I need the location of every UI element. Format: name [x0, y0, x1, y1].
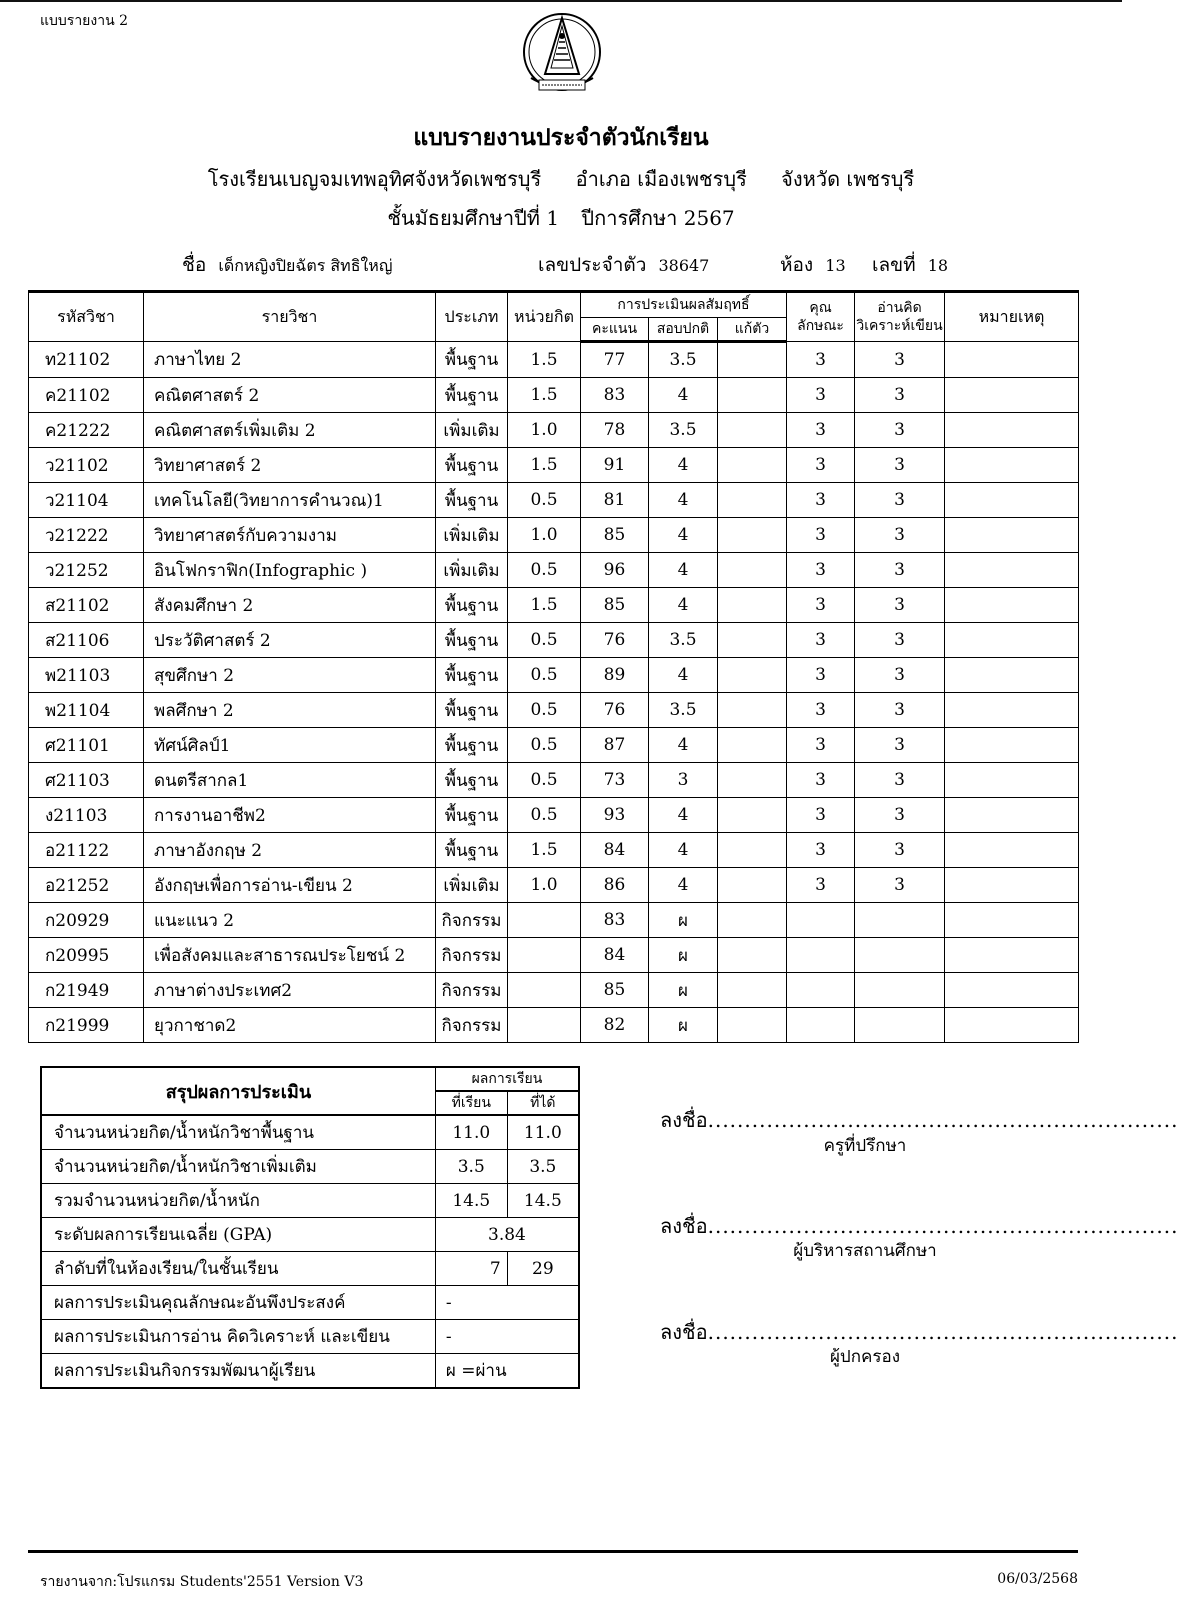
subject-remark: [945, 413, 1079, 448]
subject-score: 87: [581, 728, 649, 763]
subject-grade: 4: [649, 553, 718, 588]
header-reading-2: วิเคราะห์เขียน: [856, 318, 943, 334]
student-no-field: [872, 250, 948, 280]
characteristics-result-label: ผลการประเมินคุณลักษณะอันพึงประสงค์: [41, 1286, 435, 1320]
subject-grade: 4: [649, 378, 718, 413]
academic-year: ปีการศึกษา 2567: [581, 206, 735, 230]
subject-characteristics: 3: [787, 693, 855, 728]
subject-credit: 0.5: [508, 623, 581, 658]
subject-grade: 4: [649, 798, 718, 833]
school-name: โรงเรียนเบญจมเทพอุทิศจังหวัดเพชรบุรี: [207, 167, 542, 191]
subject-code: อ21252: [29, 868, 144, 903]
subject-grade: ผ: [649, 1008, 718, 1043]
subject-retake: [718, 623, 787, 658]
subject-type: กิจกรรม: [436, 903, 508, 938]
subject-characteristics: 3: [787, 798, 855, 833]
subject-remark: [945, 798, 1079, 833]
subject-credit: 1.5: [508, 448, 581, 483]
subject-type: พื้นฐาน: [436, 833, 508, 868]
subject-reading: 3: [855, 553, 945, 588]
subject-remark: [945, 378, 1079, 413]
header-type: ประเภท: [436, 292, 508, 342]
grades-body: [29, 342, 1079, 1043]
subject-credit: 0.5: [508, 658, 581, 693]
subject-name: วิทยาศาสตร์กับความงาม: [144, 518, 436, 553]
subject-credit: 1.0: [508, 413, 581, 448]
subject-reading: 3: [855, 518, 945, 553]
basic-credit-earned: 11.0: [507, 1115, 579, 1150]
subject-retake: [718, 1008, 787, 1043]
table-row: [29, 728, 1079, 763]
subject-name: ประวัติศาสตร์ 2: [144, 623, 436, 658]
subject-remark: [945, 483, 1079, 518]
table-row: [29, 973, 1079, 1008]
subject-reading: 3: [855, 378, 945, 413]
director-sign-label: ลงชื่อ: [660, 1214, 708, 1238]
school-district: อำเภอ เมืองเพชรบุรี: [575, 167, 747, 191]
subject-name: ภาษาต่างประเทศ2: [144, 973, 436, 1008]
rank-in-class: 29: [507, 1252, 579, 1286]
subject-score: 83: [581, 378, 649, 413]
seat-number: 18: [927, 256, 949, 275]
subject-retake: [718, 342, 787, 378]
subject-credit: 1.0: [508, 868, 581, 903]
subject-reading: 3: [855, 588, 945, 623]
subject-characteristics: 3: [787, 378, 855, 413]
subject-code: ค21222: [29, 413, 144, 448]
subject-score: 84: [581, 833, 649, 868]
subject-code: ค21102: [29, 378, 144, 413]
subject-code: ท21102: [29, 342, 144, 378]
subject-name: ดนตรีสากล1: [144, 763, 436, 798]
student-name: เด็กหญิงปิยฉัตร สิทธิใหญ่: [218, 256, 393, 275]
activity-result-value: ผ =ผ่าน: [435, 1354, 579, 1389]
subject-name: ภาษาไทย 2: [144, 342, 436, 378]
subject-characteristics: [787, 1008, 855, 1043]
subject-characteristics: 3: [787, 658, 855, 693]
subject-type: กิจกรรม: [436, 938, 508, 973]
subject-type: เพิ่มเติม: [436, 413, 508, 448]
subject-type: พื้นฐาน: [436, 798, 508, 833]
summary-table: [40, 1066, 580, 1389]
school-province: จังหวัด เพชรบุรี: [781, 167, 915, 191]
subject-score: 76: [581, 693, 649, 728]
director-role: ผู้บริหารสถานศึกษา: [793, 1241, 937, 1261]
subject-remark: [945, 763, 1079, 798]
subject-name: คณิตศาสตร์ 2: [144, 378, 436, 413]
header-normal-exam: สอบปกติ: [649, 318, 718, 342]
subject-name: ภาษาอังกฤษ 2: [144, 833, 436, 868]
header-retake: แก้ตัว: [718, 318, 787, 342]
subject-grade: 4: [649, 588, 718, 623]
subject-remark: [945, 342, 1079, 378]
subject-characteristics: 3: [787, 868, 855, 903]
subject-retake: [718, 693, 787, 728]
header-score: คะแนน: [581, 318, 649, 342]
student-id-field: [538, 250, 709, 280]
subject-remark: [945, 973, 1079, 1008]
header-characteristics-2: ลักษณะ: [797, 318, 844, 334]
subject-score: 76: [581, 623, 649, 658]
subject-type: พื้นฐาน: [436, 693, 508, 728]
subject-characteristics: 3: [787, 518, 855, 553]
director-signature-line: ลงชื่อ................................................................: [660, 1214, 1178, 1238]
basic-credit-label: จำนวนหน่วยกิต/น้ำหนักวิชาพื้นฐาน: [41, 1115, 435, 1150]
subject-score: 83: [581, 903, 649, 938]
subject-code: ศ21103: [29, 763, 144, 798]
characteristics-result-value: -: [435, 1286, 579, 1320]
subject-name: อินโฟกราฟิก(Infographic ): [144, 553, 436, 588]
subject-characteristics: 3: [787, 553, 855, 588]
subject-reading: 3: [855, 728, 945, 763]
advisor-signature-line: ลงชื่อ................................................................: [660, 1108, 1178, 1132]
student-name-label: ชื่อ: [182, 254, 207, 276]
subject-remark: [945, 518, 1079, 553]
subject-retake: [718, 763, 787, 798]
subject-credit: 0.5: [508, 693, 581, 728]
subject-name: สุขศึกษา 2: [144, 658, 436, 693]
total-credit-label: รวมจำนวนหน่วยกิต/น้ำหนัก: [41, 1184, 435, 1218]
subject-characteristics: 3: [787, 448, 855, 483]
footer-rule: [28, 1550, 1078, 1553]
subject-reading: 3: [855, 658, 945, 693]
subject-retake: [718, 973, 787, 1008]
subject-grade: 3: [649, 763, 718, 798]
student-name-field: [182, 250, 392, 280]
subject-grade: ผ: [649, 938, 718, 973]
subject-credit: [508, 1008, 581, 1043]
reading-result-value: -: [435, 1320, 579, 1354]
subject-reading: [855, 973, 945, 1008]
subject-reading: 3: [855, 623, 945, 658]
subject-characteristics: [787, 903, 855, 938]
subject-remark: [945, 553, 1079, 588]
subject-type: เพิ่มเติม: [436, 553, 508, 588]
subject-score: 81: [581, 483, 649, 518]
subject-score: 85: [581, 973, 649, 1008]
subject-reading: 3: [855, 413, 945, 448]
subject-grade: 4: [649, 448, 718, 483]
subject-score: 73: [581, 763, 649, 798]
table-row: [29, 833, 1079, 868]
subject-grade: 4: [649, 868, 718, 903]
subject-reading: 3: [855, 833, 945, 868]
table-row: [29, 693, 1079, 728]
subject-code: อ21122: [29, 833, 144, 868]
subject-retake: [718, 798, 787, 833]
subject-score: 86: [581, 868, 649, 903]
subject-characteristics: [787, 938, 855, 973]
table-row: [29, 938, 1079, 973]
subject-name: เทคโนโลยี(วิทยาการคำนวณ)1: [144, 483, 436, 518]
subject-name: การงานอาชีพ2: [144, 798, 436, 833]
subject-type: พื้นฐาน: [436, 378, 508, 413]
table-row: [29, 798, 1079, 833]
extra-credit-studied: 3.5: [435, 1150, 507, 1184]
subject-characteristics: 3: [787, 413, 855, 448]
subject-credit: 0.5: [508, 763, 581, 798]
subject-characteristics: 3: [787, 623, 855, 658]
subject-score: 89: [581, 658, 649, 693]
subject-type: กิจกรรม: [436, 973, 508, 1008]
subject-type: พื้นฐาน: [436, 763, 508, 798]
subject-remark: [945, 588, 1079, 623]
header-reading-1: อ่านคิด: [877, 300, 922, 316]
reading-result-label: ผลการประเมินการอ่าน คิดวิเคราะห์ และเขียน: [41, 1320, 435, 1354]
grades-table: [28, 290, 1079, 1043]
subject-score: 85: [581, 518, 649, 553]
subject-name: สังคมศึกษา 2: [144, 588, 436, 623]
subject-credit: 0.5: [508, 553, 581, 588]
subject-score: 93: [581, 798, 649, 833]
subject-name: อังกฤษเพื่อการอ่าน-เขียน 2: [144, 868, 436, 903]
student-id: 38647: [658, 256, 710, 275]
subject-grade: 4: [649, 658, 718, 693]
subject-characteristics: 3: [787, 833, 855, 868]
subject-code: ก20929: [29, 903, 144, 938]
subject-code: ก21999: [29, 1008, 144, 1043]
subject-grade: 3.5: [649, 342, 718, 378]
subject-score: 91: [581, 448, 649, 483]
table-row: [29, 483, 1079, 518]
subject-type: พื้นฐาน: [436, 588, 508, 623]
header-credit: หน่วยกิต: [508, 292, 581, 342]
subject-code: ว21102: [29, 448, 144, 483]
table-row: [29, 413, 1079, 448]
summary-col-studied: ที่เรียน: [435, 1091, 507, 1115]
extra-credit-earned: 3.5: [507, 1150, 579, 1184]
header-assessment: การประเมินผลสัมฤทธิ์: [581, 292, 787, 318]
subject-reading: 3: [855, 763, 945, 798]
subject-score: 84: [581, 938, 649, 973]
subject-name: แนะแนว 2: [144, 903, 436, 938]
subject-grade: 3.5: [649, 623, 718, 658]
subject-retake: [718, 903, 787, 938]
rank-label: ลำดับที่ในห้องเรียน/ในชั้นเรียน: [41, 1252, 435, 1286]
rank-in-room: 7: [435, 1252, 507, 1286]
subject-retake: [718, 378, 787, 413]
report-title: แบบรายงานประจำตัวนักเรียน: [413, 124, 709, 151]
subject-retake: [718, 868, 787, 903]
subject-remark: [945, 448, 1079, 483]
total-credit-studied: 14.5: [435, 1184, 507, 1218]
subject-credit: 0.5: [508, 483, 581, 518]
subject-retake: [718, 588, 787, 623]
subject-retake: [718, 413, 787, 448]
subject-score: 96: [581, 553, 649, 588]
subject-name: ยุวกาชาด2: [144, 1008, 436, 1043]
table-row: [29, 868, 1079, 903]
subject-credit: [508, 973, 581, 1008]
subject-type: พื้นฐาน: [436, 342, 508, 378]
subject-credit: 1.5: [508, 378, 581, 413]
subject-characteristics: 3: [787, 588, 855, 623]
subject-code: ว21104: [29, 483, 144, 518]
school-seal: [521, 8, 603, 100]
subject-code: ส21106: [29, 623, 144, 658]
header-characteristics-1: คุณ: [809, 300, 832, 316]
extra-credit-label: จำนวนหน่วยกิต/น้ำหนักวิชาเพิ่มเติม: [41, 1150, 435, 1184]
subject-reading: 3: [855, 448, 945, 483]
table-row: [29, 342, 1079, 378]
subject-remark: [945, 658, 1079, 693]
subject-code: ก20995: [29, 938, 144, 973]
advisor-sign-label: ลงชื่อ: [660, 1108, 708, 1132]
subject-grade: 3.5: [649, 693, 718, 728]
subject-remark: [945, 1008, 1079, 1043]
subject-retake: [718, 553, 787, 588]
top-border: [0, 0, 1122, 2]
subject-characteristics: 3: [787, 342, 855, 378]
header-reading: [855, 292, 945, 342]
table-row: [29, 763, 1079, 798]
subject-reading: [855, 903, 945, 938]
subject-grade: 4: [649, 833, 718, 868]
activity-result-label: ผลการประเมินกิจกรรมพัฒนาผู้เรียน: [41, 1354, 435, 1389]
student-room-field: [780, 250, 846, 280]
subject-name: พลศึกษา 2: [144, 693, 436, 728]
subject-remark: [945, 938, 1079, 973]
summary-result-header: ผลการเรียน: [435, 1067, 579, 1091]
subject-remark: [945, 693, 1079, 728]
subject-characteristics: 3: [787, 763, 855, 798]
subject-reading: 3: [855, 483, 945, 518]
parent-sign-label: ลงชื่อ: [660, 1320, 708, 1344]
subject-credit: 1.0: [508, 518, 581, 553]
subject-score: 78: [581, 413, 649, 448]
table-row: [29, 518, 1079, 553]
table-row: [29, 658, 1079, 693]
table-row: [29, 903, 1079, 938]
subject-credit: 1.5: [508, 342, 581, 378]
footer-date: 06/03/2568: [997, 1571, 1078, 1587]
subject-type: เพิ่มเติม: [436, 868, 508, 903]
advisor-role: ครูที่ปรึกษา: [823, 1136, 907, 1156]
subject-type: พื้นฐาน: [436, 728, 508, 763]
subject-grade: 3.5: [649, 413, 718, 448]
subject-code: ส21102: [29, 588, 144, 623]
form-number: แบบรายงาน 2: [40, 13, 129, 29]
table-row: [29, 448, 1079, 483]
subject-remark: [945, 833, 1079, 868]
subject-reading: 3: [855, 868, 945, 903]
table-row: [29, 553, 1079, 588]
subject-grade: ผ: [649, 903, 718, 938]
subject-reading: [855, 1008, 945, 1043]
subject-retake: [718, 833, 787, 868]
subject-code: ง21103: [29, 798, 144, 833]
subject-retake: [718, 483, 787, 518]
subject-grade: 4: [649, 728, 718, 763]
footer-source: รายงานจาก:โปรแกรม Students'2551 Version V3: [40, 1574, 364, 1590]
summary-title: สรุปผลการประเมิน: [41, 1067, 435, 1115]
subject-retake: [718, 518, 787, 553]
level-line: [0, 202, 1122, 234]
subject-type: พื้นฐาน: [436, 483, 508, 518]
subject-score: 82: [581, 1008, 649, 1043]
subject-characteristics: 3: [787, 728, 855, 763]
subject-credit: 1.5: [508, 588, 581, 623]
subject-remark: [945, 623, 1079, 658]
grade-level: ชั้นมัธยมศึกษาปีที่ 1: [387, 206, 560, 230]
parent-role: ผู้ปกครอง: [829, 1347, 901, 1367]
subject-type: เพิ่มเติม: [436, 518, 508, 553]
table-row: [29, 623, 1079, 658]
subject-remark: [945, 728, 1079, 763]
subject-name: เพื่อสังคมและสาธารณประโยชน์ 2: [144, 938, 436, 973]
subject-name: วิทยาศาสตร์ 2: [144, 448, 436, 483]
subject-name: คณิตศาสตร์เพิ่มเติม 2: [144, 413, 436, 448]
subject-type: พื้นฐาน: [436, 448, 508, 483]
subject-score: 85: [581, 588, 649, 623]
subject-credit: [508, 903, 581, 938]
subject-name: ทัศน์ศิลป์1: [144, 728, 436, 763]
student-id-label: เลขประจำตัว: [538, 254, 647, 276]
subject-reading: 3: [855, 342, 945, 378]
subject-code: ศ21101: [29, 728, 144, 763]
subject-characteristics: 3: [787, 483, 855, 518]
subject-grade: 4: [649, 518, 718, 553]
subject-reading: 3: [855, 798, 945, 833]
subject-retake: [718, 728, 787, 763]
room-number: 13: [825, 256, 846, 275]
subject-code: พ21103: [29, 658, 144, 693]
subject-code: ว21222: [29, 518, 144, 553]
subject-retake: [718, 938, 787, 973]
subject-grade: 4: [649, 483, 718, 518]
table-row: [29, 378, 1079, 413]
parent-signature-line: ลงชื่อ................................................................: [660, 1320, 1178, 1344]
header-code: รหัสวิชา: [29, 292, 144, 342]
subject-type: พื้นฐาน: [436, 658, 508, 693]
subject-reading: 3: [855, 693, 945, 728]
total-credit-earned: 14.5: [507, 1184, 579, 1218]
table-row: [29, 588, 1079, 623]
header-remark: หมายเหตุ: [945, 292, 1079, 342]
subject-type: กิจกรรม: [436, 1008, 508, 1043]
subject-credit: 1.5: [508, 833, 581, 868]
gpa-value: 3.84: [435, 1218, 579, 1252]
subject-type: พื้นฐาน: [436, 623, 508, 658]
subject-credit: [508, 938, 581, 973]
subject-credit: 0.5: [508, 798, 581, 833]
subject-code: พ21104: [29, 693, 144, 728]
summary-col-earned: ที่ได้: [507, 1091, 579, 1115]
gpa-label: ระดับผลการเรียนเฉลี่ย (GPA): [41, 1218, 435, 1252]
room-label: ห้อง: [780, 254, 814, 276]
subject-retake: [718, 658, 787, 693]
table-row: [29, 1008, 1079, 1043]
school-line: [0, 163, 1122, 195]
subject-grade: ผ: [649, 973, 718, 1008]
subject-credit: 0.5: [508, 728, 581, 763]
subject-characteristics: [787, 973, 855, 1008]
subject-retake: [718, 448, 787, 483]
subject-remark: [945, 868, 1079, 903]
subject-reading: [855, 938, 945, 973]
basic-credit-studied: 11.0: [435, 1115, 507, 1150]
subject-remark: [945, 903, 1079, 938]
subject-score: 77: [581, 342, 649, 378]
header-characteristics: [787, 292, 855, 342]
header-subject: รายวิชา: [144, 292, 436, 342]
subject-code: ก21949: [29, 973, 144, 1008]
seat-number-label: เลขที่: [872, 254, 916, 276]
subject-code: ว21252: [29, 553, 144, 588]
